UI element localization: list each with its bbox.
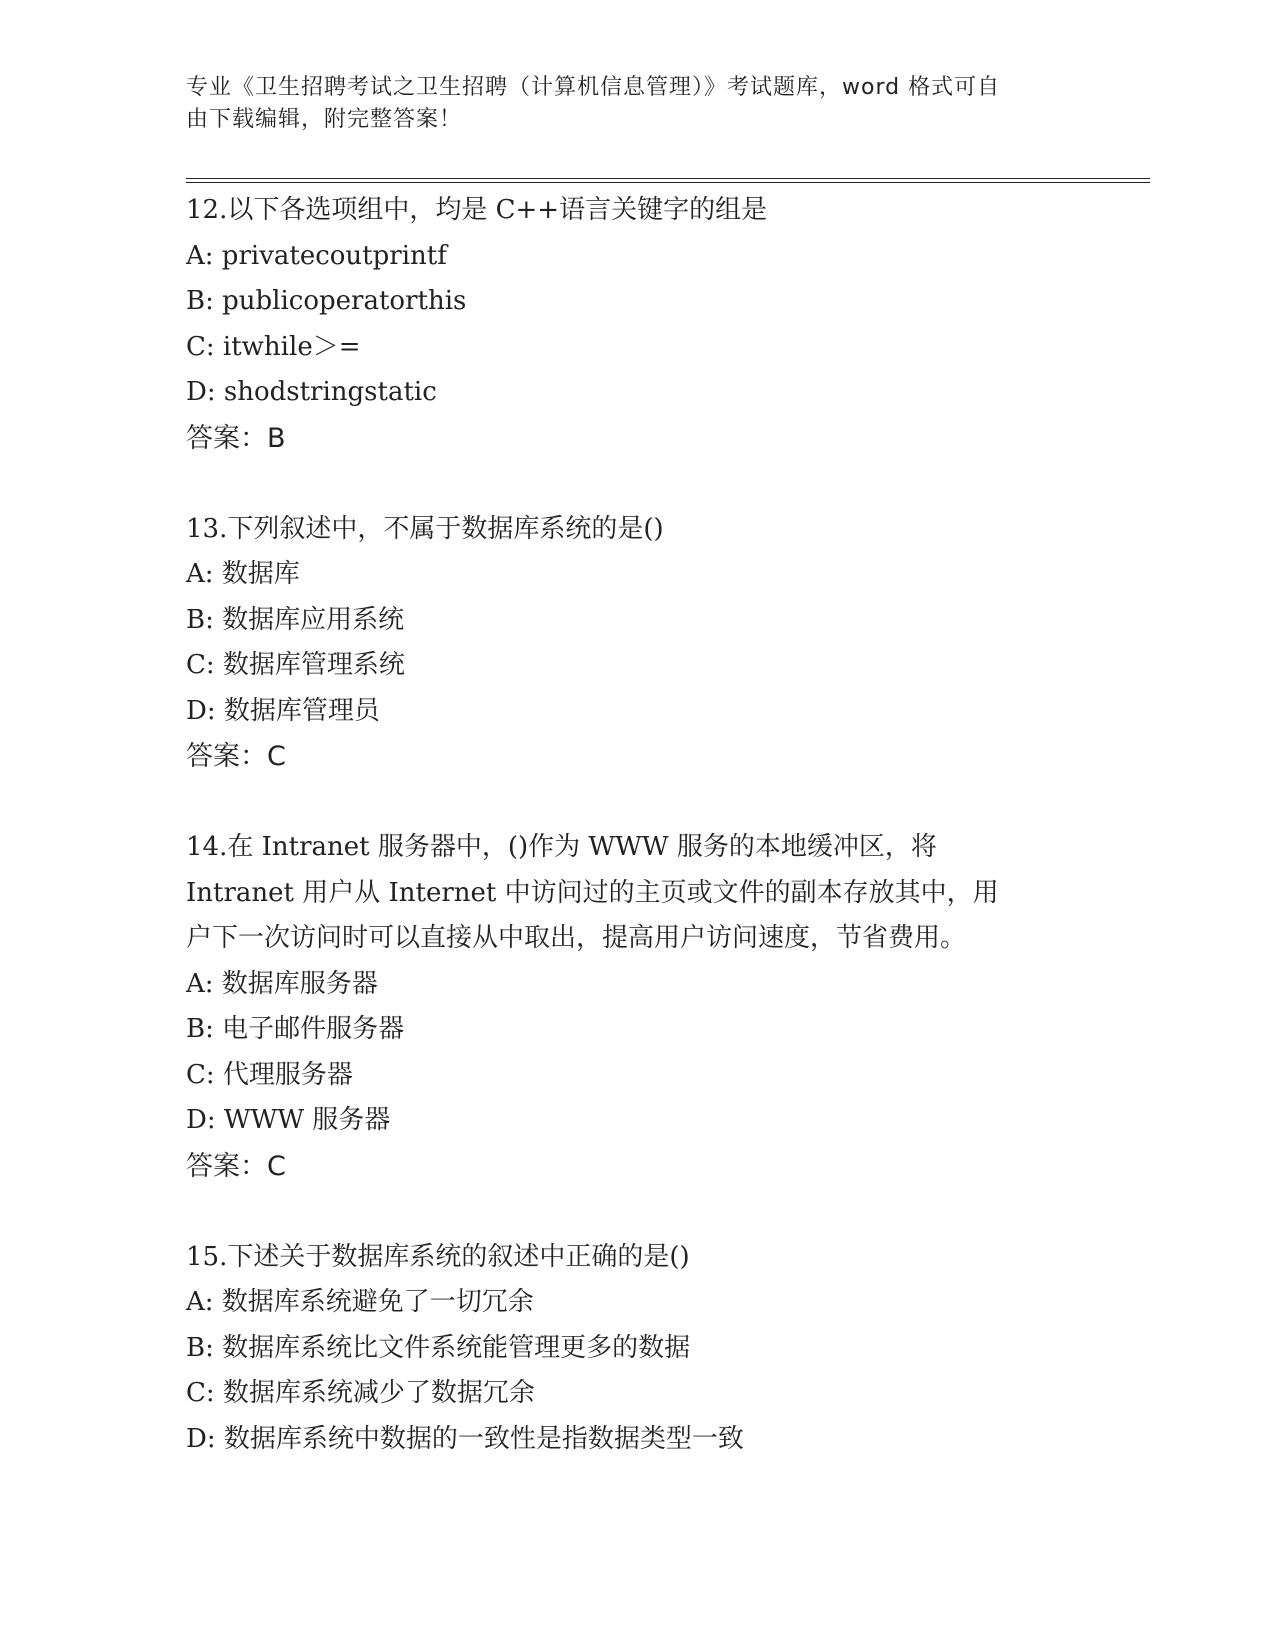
option-b: B: 数据库系统比文件系统能管理更多的数据: [186, 1332, 691, 1363]
question-stem: 户下一次访问时可以直接从中取出，提高用户访问速度，节省费用。: [186, 923, 967, 953]
question-stem: 13.下列叙述中，不属于数据库系统的是(): [186, 513, 664, 544]
option-b: B: 数据库应用系统: [186, 604, 405, 635]
header-divider-bottom: [186, 182, 1150, 183]
question-stem: Intranet 用户从 Internet 中访问过的主页或文件的副本存放其中，用: [186, 877, 999, 908]
option-d: D: shodstringstatic: [186, 377, 437, 407]
question-13: [186, 507, 1086, 780]
document-header: [186, 72, 1066, 136]
question-14: [186, 825, 1086, 1189]
answer-text: 答案：B: [186, 422, 286, 454]
option-d: D: 数据库管理员: [186, 695, 380, 726]
option-d: D: WWW 服务器: [186, 1105, 391, 1135]
option-c: C: 数据库管理系统: [186, 650, 405, 680]
header-divider-top: [186, 178, 1150, 179]
option-a: A: 数据库: [186, 559, 300, 589]
question-12: [186, 188, 1086, 461]
header-line: 由下载编辑，附完整答案！: [186, 107, 463, 132]
question-stem: 15.下述关于数据库系统的叙述中正确的是(): [186, 1241, 690, 1272]
option-c: C: itwhile＞=: [186, 331, 361, 362]
answer-text: 答案：C: [186, 741, 286, 772]
option-a: A: 数据库服务器: [186, 968, 378, 999]
option-b: B: publicoperatorthis: [186, 286, 467, 316]
question-stem: 14.在 Intranet 服务器中，()作为 WWW 服务的本地缓冲区，将: [186, 832, 937, 862]
question-15: [186, 1235, 1086, 1463]
header-line: 专业《卫生招聘考试之卫生招聘（计算机信息管理）》考试题库，word 格式可自: [186, 75, 1001, 100]
question-list: [186, 188, 1086, 1462]
option-a: A: privatecoutprintf: [186, 240, 447, 271]
option-b: B: 电子邮件服务器: [186, 1014, 405, 1044]
option-a: A: 数据库系统避免了一切冗余: [186, 1287, 534, 1317]
option-c: C: 数据库系统减少了数据冗余: [186, 1378, 535, 1408]
question-stem: 12.以下各选项组中，均是 C++语言关键字的组是: [186, 195, 768, 225]
option-c: C: 代理服务器: [186, 1059, 353, 1090]
answer-text: 答案：C: [186, 1150, 286, 1182]
option-d: D: 数据库系统中数据的一致性是指数据类型一致: [186, 1423, 744, 1454]
